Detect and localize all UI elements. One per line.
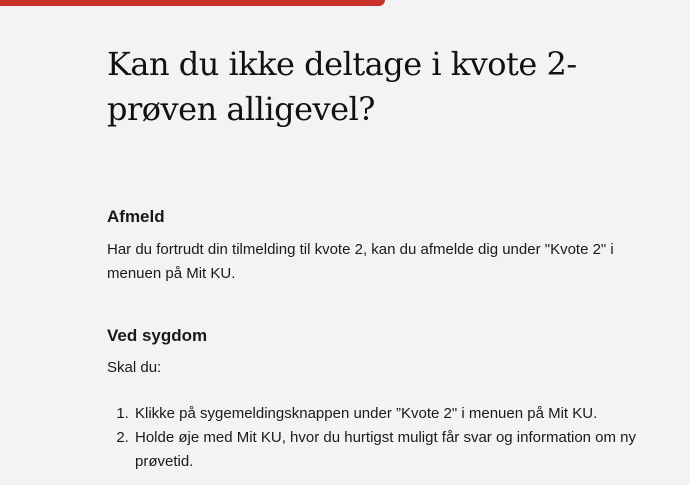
section-heading: Ved sygdom bbox=[107, 326, 208, 345]
section-body: Skal du: bbox=[107, 359, 162, 376]
list-item: 1. Klikke på sygemeldingsknappen under ”Kvote 2" i menuen på Mit KU. bbox=[133, 402, 653, 426]
steps-list bbox=[107, 402, 653, 474]
section-ved-sygdom bbox=[107, 325, 647, 474]
list-item: 2. Holde øje med Mit KU, hvor du hurtigst muligt får svar og information om ny prøvetid. bbox=[133, 426, 653, 474]
section-body: Har du fortrudt din tilmelding til kvote 2, kan du afmelde dig under "Kvote 2" i menuen på Mit KU. bbox=[107, 241, 614, 282]
page-title: Kan du ikke deltage i kvote 2-prøven alligevel? bbox=[107, 45, 577, 128]
section-afmeld bbox=[107, 206, 647, 286]
section-heading: Afmeld bbox=[107, 207, 165, 226]
top-accent-bar bbox=[0, 0, 385, 6]
